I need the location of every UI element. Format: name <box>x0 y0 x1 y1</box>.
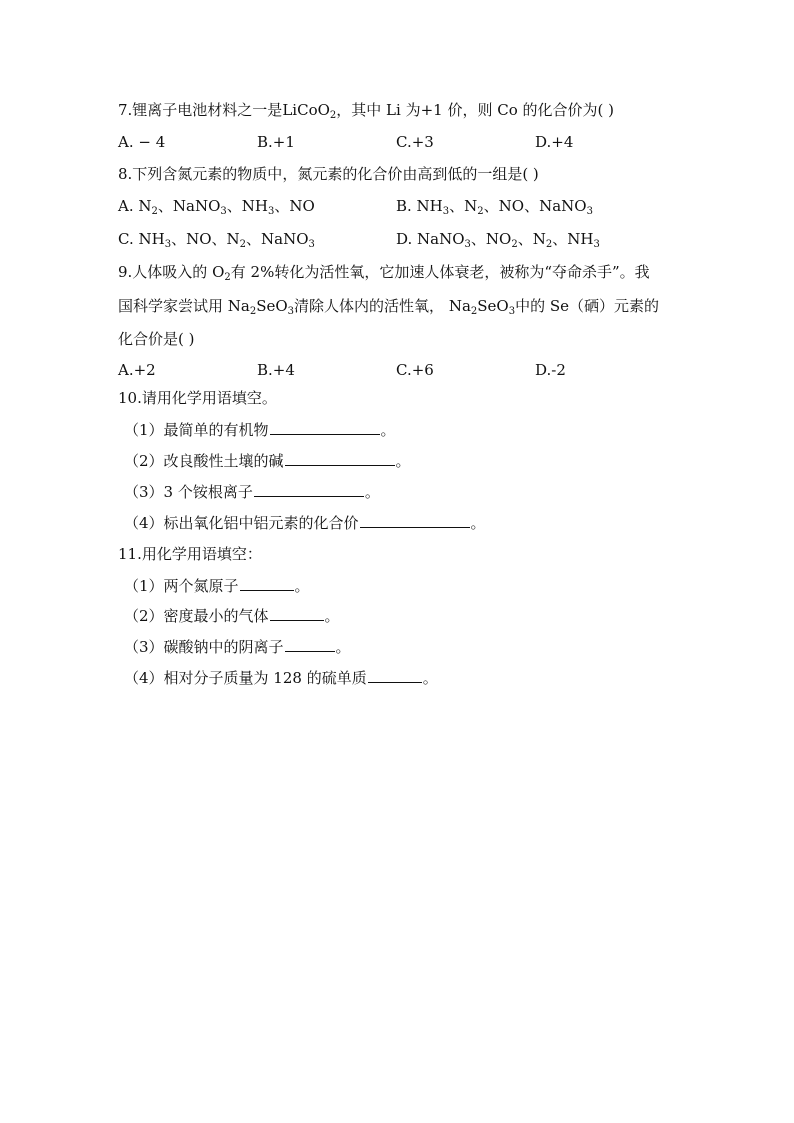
q10-answer-blank-3[interactable] <box>254 482 364 497</box>
q9-l1-post: 有 2%转化为活性氧，它加速人体衰老，被称为“夺命杀手”。我 <box>230 263 650 281</box>
q11-item-3 <box>124 637 351 657</box>
q7-option-d: D.+4 <box>535 133 574 151</box>
q9-l2-mid3: SeO <box>477 297 509 315</box>
q9-l2-post: 中的 Se（硒）元素的 <box>515 297 660 315</box>
q9-l2-sub-1: 2 <box>249 306 257 317</box>
q8-d-3: 、N <box>517 230 546 248</box>
q8-a-2: 、NaNO <box>157 197 221 215</box>
q9-option-d: D.-2 <box>535 361 566 379</box>
question-8-stem: 8.下列含氮元素的物质中，氮元素的化合价由高到低的一组是( ) <box>118 165 539 183</box>
q11-item-3-text: （3）碳酸钠中的阴离子 <box>124 638 284 656</box>
q8-option-d <box>396 229 600 249</box>
q8-option-b <box>396 196 593 216</box>
q8-a-sub-2: 3 <box>220 206 227 217</box>
question-7-stem <box>118 100 614 120</box>
q8-a-3: 、NH <box>226 197 268 215</box>
q8-d-2: 、NO <box>470 230 512 248</box>
q9-l2-sub-2: 3 <box>287 306 295 317</box>
q8-b-1: B. NH <box>396 197 443 215</box>
q11-item-3-end: 。 <box>335 638 351 656</box>
q11-answer-blank-3[interactable] <box>285 637 335 652</box>
q11-item-4-text: （4）相对分子质量为 128 的硫单质 <box>124 669 367 687</box>
q10-answer-blank-4[interactable] <box>360 513 470 528</box>
q8-b-sub-1: 3 <box>442 206 450 217</box>
q7-option-b: B.+1 <box>257 133 295 151</box>
q11-item-4-end: 。 <box>422 669 438 687</box>
q8-c-2: 、NO、N <box>171 230 240 248</box>
q11-answer-blank-4[interactable] <box>368 668 422 683</box>
q8-b-2: 、N <box>449 197 478 215</box>
q8-option-a <box>118 196 315 216</box>
q8-c-1: C. NH <box>118 230 165 248</box>
q7-text-pre: 7.锂离子电池材料之一是 <box>118 101 283 119</box>
q10-item-3-end: 。 <box>364 483 380 501</box>
q8-a-sub-3: 3 <box>267 206 275 217</box>
question-10-stem: 10.请用化学用语填空。 <box>118 389 277 407</box>
q10-item-1-end: 。 <box>380 421 396 439</box>
q8-d-sub-2: 2 <box>511 239 518 250</box>
q11-item-1-end: 。 <box>294 577 310 595</box>
q10-item-1-text: （1）最简单的有机物 <box>124 421 269 439</box>
q9-l2-mid2: 清除人体内的活性氧， Na <box>294 297 471 315</box>
q9-o2-sub: 2 <box>224 272 231 283</box>
q9-l2-sub-3: 2 <box>470 306 478 317</box>
q11-item-4 <box>124 668 438 688</box>
q11-answer-blank-1[interactable] <box>240 576 294 591</box>
q11-item-2-end: 。 <box>324 607 340 625</box>
q9-option-a: A.+2 <box>118 361 156 379</box>
q8-d-sub-1: 3 <box>464 239 471 250</box>
q10-answer-blank-2[interactable] <box>285 451 395 466</box>
q10-item-1 <box>124 420 396 440</box>
q11-item-2 <box>124 606 340 626</box>
q8-c-3: 、NaNO <box>246 230 309 248</box>
q8-a-sub-1: 2 <box>151 206 158 217</box>
q10-item-4-text: （4）标出氧化铝中铝元素的化合价 <box>124 514 359 532</box>
q9-l2-sub-4: 3 <box>508 306 516 317</box>
q11-answer-blank-2[interactable] <box>270 606 324 621</box>
question-11-stem: 11.用化学用语填空： <box>118 545 262 563</box>
q10-item-4-end: 。 <box>470 514 486 532</box>
q8-option-c <box>118 229 315 249</box>
q10-answer-blank-1[interactable] <box>270 420 380 435</box>
question-9-line-3: 化合价是( ) <box>118 330 195 348</box>
q8-d-sub-3: 2 <box>545 239 553 250</box>
q7-option-c: C.+3 <box>396 133 434 151</box>
q10-item-2-end: 。 <box>395 452 411 470</box>
q7-formula-sub: 2 <box>329 110 337 121</box>
q8-d-sub-4: 3 <box>593 239 600 250</box>
q8-c-sub-1: 3 <box>164 239 172 250</box>
q8-b-3: 、NO、NaNO <box>483 197 587 215</box>
q8-a-4: 、NO <box>274 197 315 215</box>
q9-option-b: B.+4 <box>257 361 295 379</box>
q10-item-3-text: （3）3 个铵根离子 <box>124 483 253 501</box>
q8-b-sub-3: 3 <box>586 206 593 217</box>
q10-item-4 <box>124 513 486 533</box>
question-9-line-1 <box>118 262 650 282</box>
q9-option-c: C.+6 <box>396 361 434 379</box>
q7-text-post: ，其中 Li 为+1 价，则 Co 的化合价为( ) <box>336 101 614 119</box>
q7-formula: LiCoO <box>282 101 330 119</box>
q11-item-2-text: （2）密度最小的气体 <box>124 607 269 625</box>
q10-item-3 <box>124 482 380 502</box>
q11-item-1-text: （1）两个氮原子 <box>124 577 239 595</box>
q8-c-sub-2: 2 <box>239 239 246 250</box>
q9-l1-pre: 9.人体吸入的 O <box>118 263 225 281</box>
q8-a-1: A. N <box>118 197 152 215</box>
q8-d-4: 、NH <box>552 230 594 248</box>
q10-item-2 <box>124 451 411 471</box>
q8-d-1: D. NaNO <box>396 230 465 248</box>
q11-item-1 <box>124 576 310 596</box>
q9-l2-mid1: SeO <box>256 297 288 315</box>
q9-l2-pre: 国科学家尝试用 Na <box>118 297 250 315</box>
question-9-line-2 <box>118 296 659 316</box>
q8-b-sub-2: 2 <box>477 206 484 217</box>
q7-option-a: A. − 4 <box>118 133 166 151</box>
q8-c-sub-3: 3 <box>308 239 315 250</box>
q10-item-2-text: （2）改良酸性土壤的碱 <box>124 452 284 470</box>
